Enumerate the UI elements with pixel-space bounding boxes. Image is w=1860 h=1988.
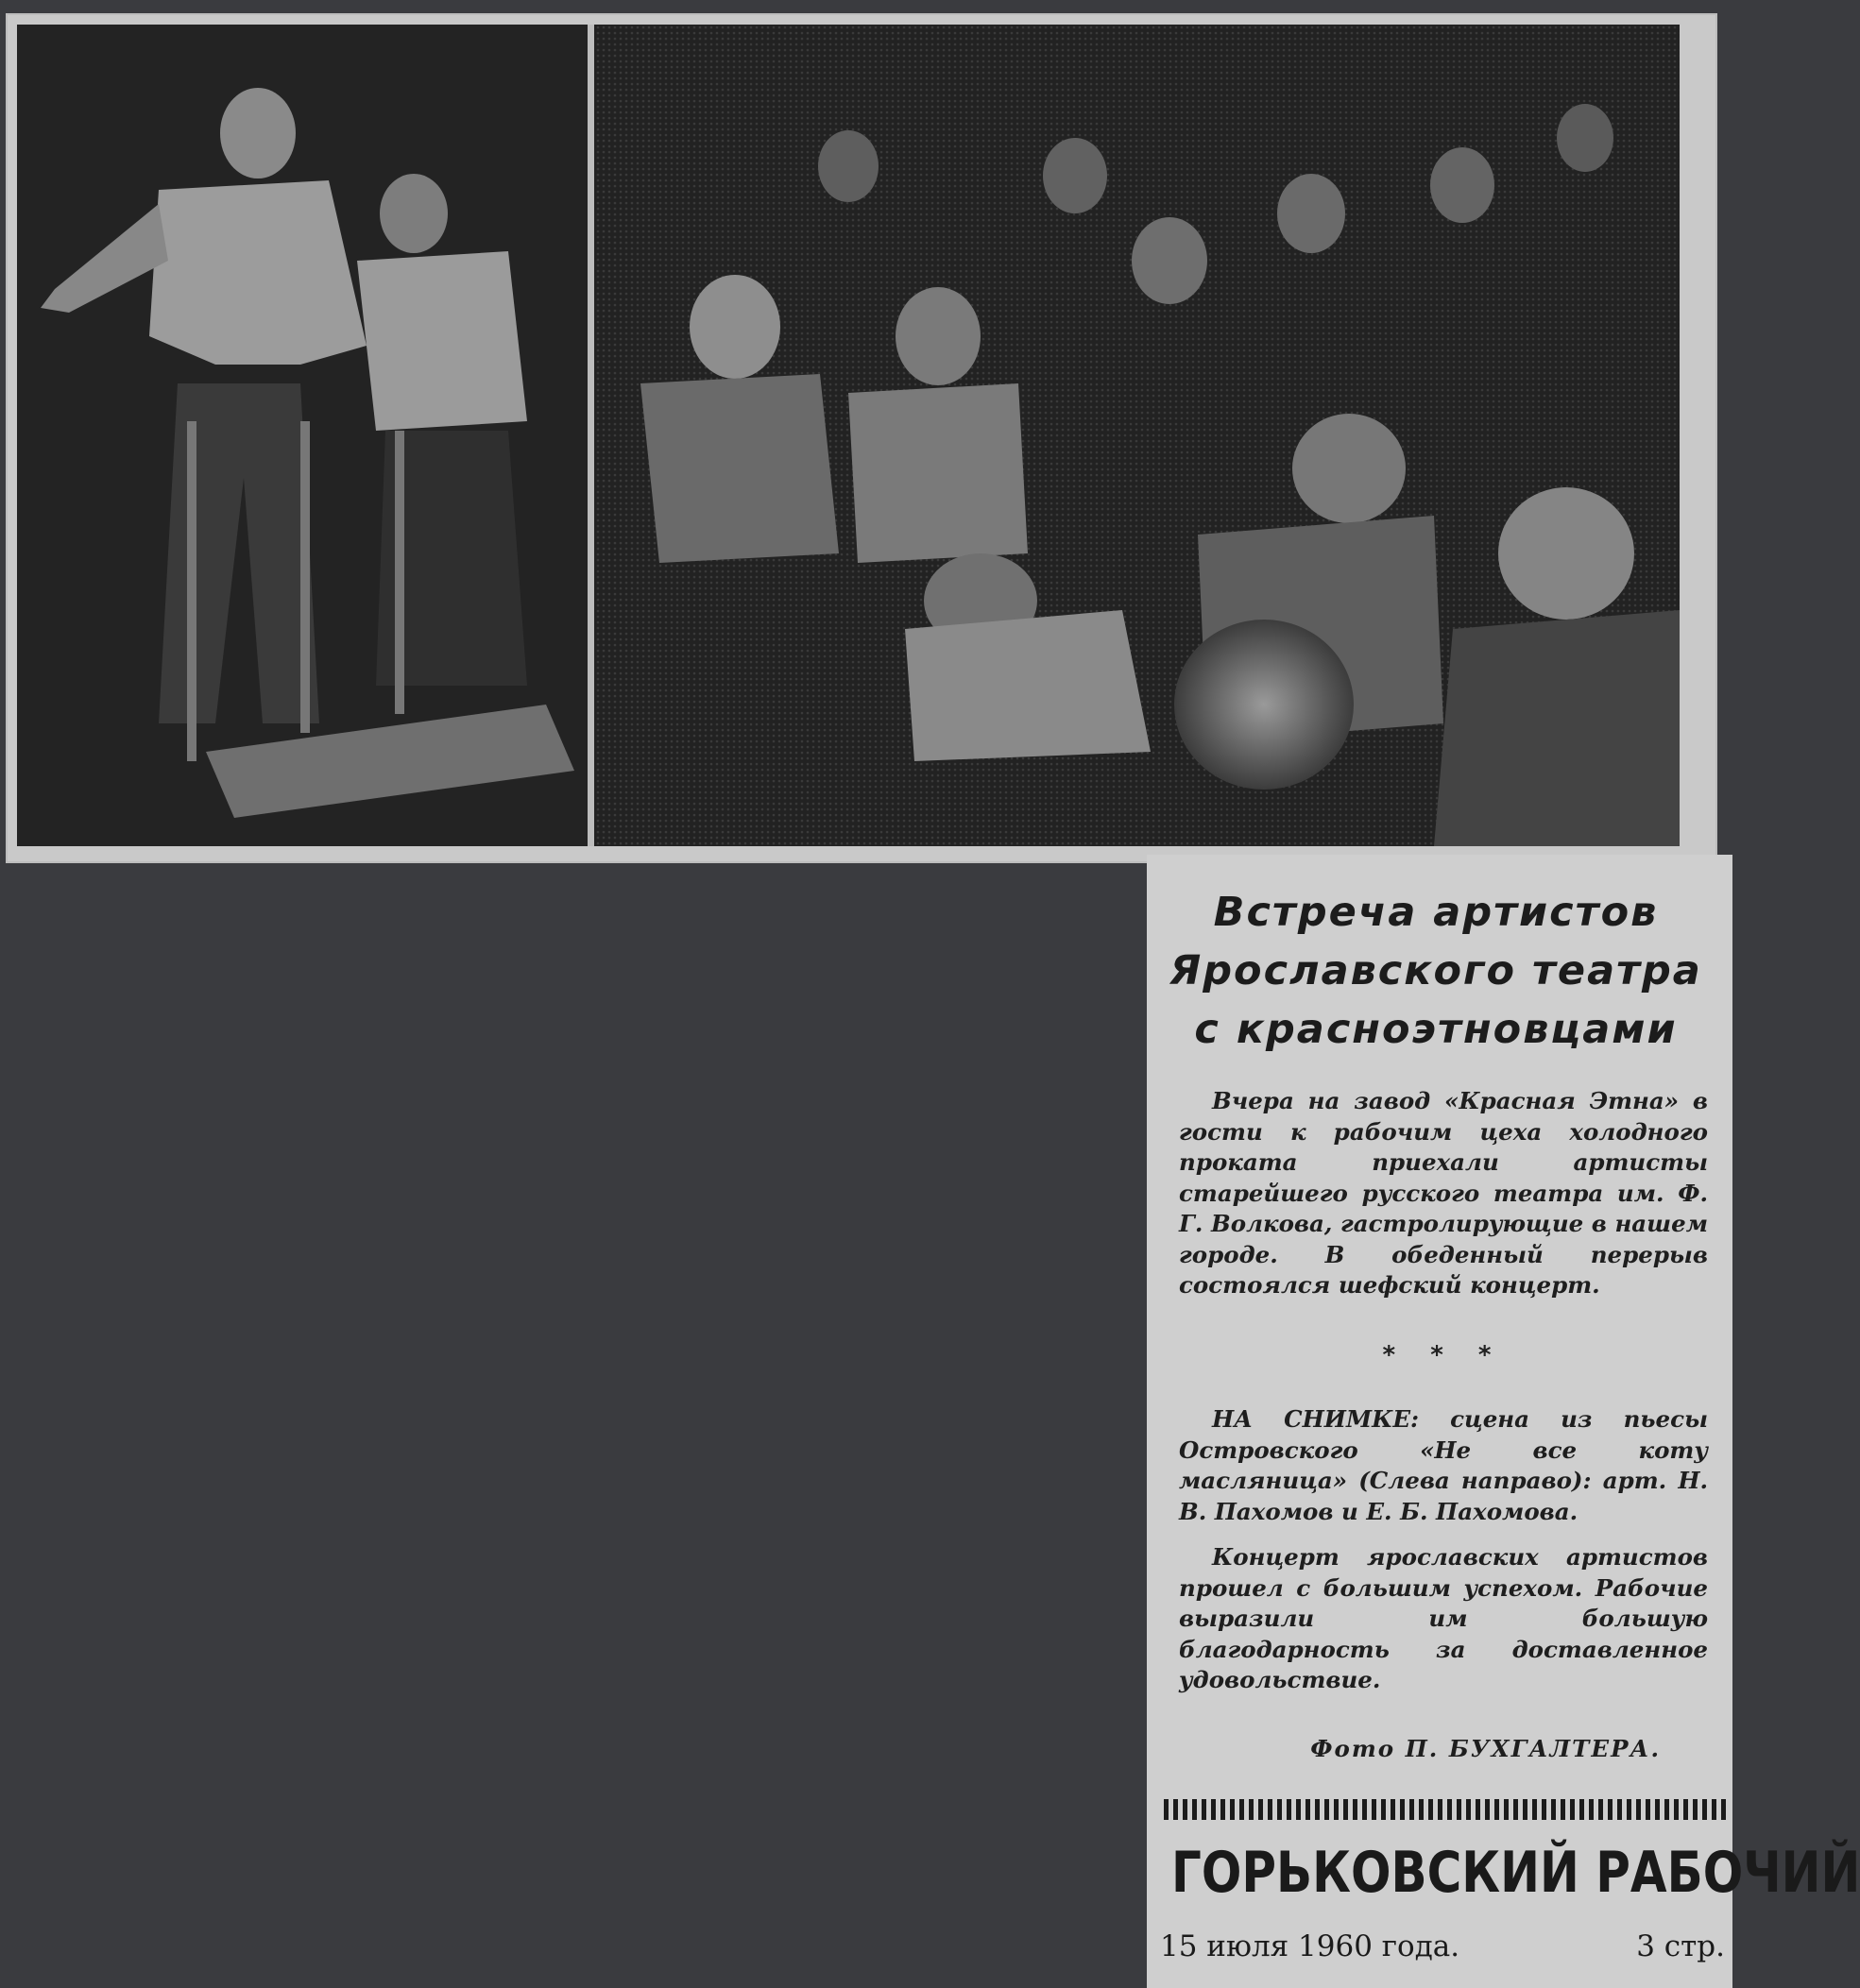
- photo-caption: НА СНИМКЕ: сцена из пьесы Островского «Не все коту масляница» (Слева направо): арт. Н. В. Пахомов и Е. Б. Пахомова.: [1179, 1405, 1708, 1525]
- newspaper-masthead: ГОРЬКОВСКИЙ РАБОЧИЙ: [1171, 1840, 1860, 1906]
- page-number: 3 стр.: [1636, 1929, 1725, 1963]
- news-photo: [17, 25, 1680, 846]
- headline-line-3: с красноэтновцами: [1194, 1006, 1678, 1053]
- issue-date: 15 июля 1960 года.: [1160, 1929, 1460, 1963]
- masthead-rule: [1164, 1799, 1726, 1820]
- actors-left-panel: [17, 25, 588, 846]
- photo-credit: Фото П. БУХГАЛТЕРА.: [1310, 1735, 1661, 1762]
- article-headline: [1157, 883, 1715, 1059]
- article-lead: Вчера на завод «Красная Этна» в гости к рабочим цеха холодного проката приехали артисты старейшего русского театра им. Ф. Г. Волкова, гастролирующие в нашем городе. В обеденный перерыв состоялся шефский концерт.: [1179, 1087, 1708, 1299]
- photo-scene-image: [17, 25, 1680, 846]
- photo-divider: [588, 25, 594, 846]
- headline-line-1: Встреча артистов: [1213, 889, 1659, 936]
- headline-line-2: Ярославского театра: [1169, 947, 1702, 994]
- dateline: [1160, 1929, 1725, 1963]
- concert-note: Концерт ярославских артистов прошел с большим успехом. Рабочие выразили им большую благодарность за доставленное удовольствие.: [1179, 1543, 1708, 1693]
- separator-stars: * * *: [1382, 1341, 1505, 1369]
